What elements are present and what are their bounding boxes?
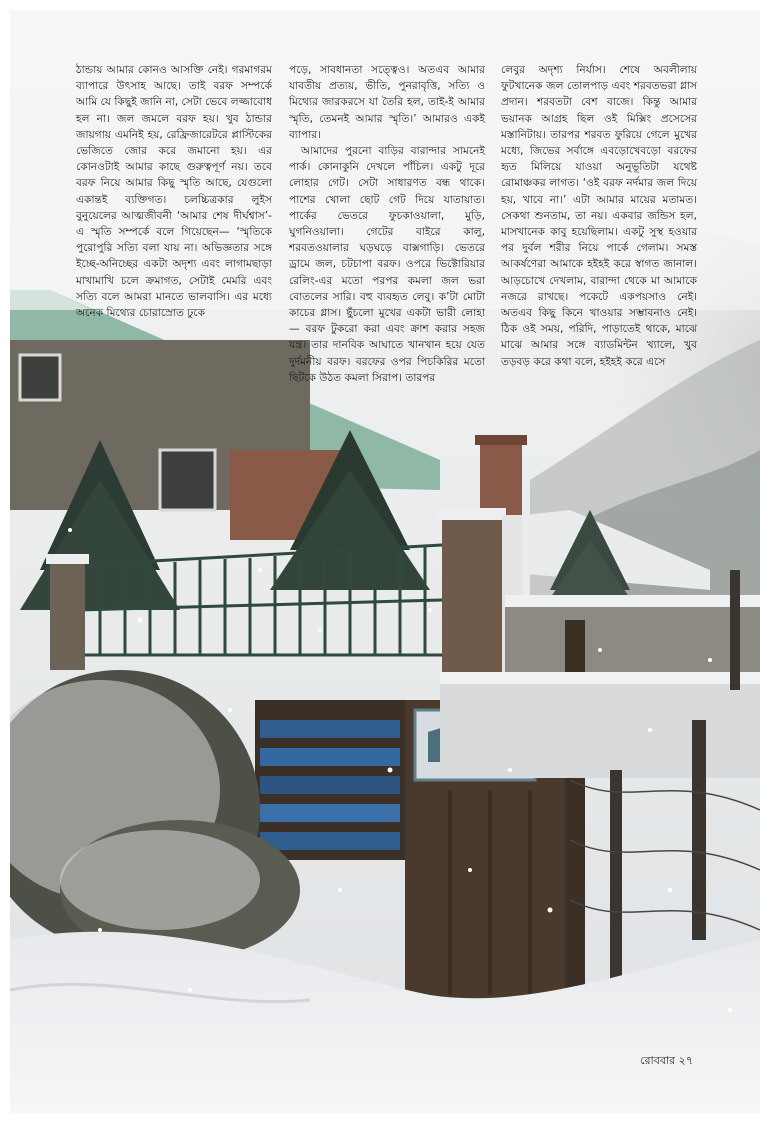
house-window <box>160 450 215 510</box>
article-text <box>76 62 706 422</box>
page-folio: রোববার ২৭ <box>640 1054 693 1067</box>
paragraph: লেবুর অদৃশ্য নির্যাস। শেষে অবলীলায় ফুটখানেক জল তোলপাড় এবং শরবতভরা গ্লাস প্রদান। শরবতটা বেশ বাজে। কিন্তু আমার ভয়ানক আগ্রহ ছিল ওই মিক্সিং প্রসেসের মস্তানিটায়। তারপর শরবত ফুরিয়ে গেলে মুখের মধ্যে, জিভের সর্বাঙ্গে এবড়োখেবড়ো বরফের হৃত মিলিয়ে যাওয়া অনুভূতিটা যথেষ্ট রোমাঞ্চকর লাগত। ‘ওই বরফ নর্দমার জল দিয়ে হয়, খাবে না।’ এটা আমার মায়ের মতামত। সেকথা শুনতাম, তা নয়। একবার জন্ডিস হল, মাসখানেক কাবু হয়েছিলাম। একটু সুস্থ হওয়ার পর দুর্বল শরীর নিয়ে পার্কে গেলাম। সমস্ত আকর্ষণেরা আমাকে হইহই করে স্বাগত জানাল। আড়চোখে দেখলাম, বারান্দা থেকে মা আমাকে নজরে রাখছে। পকেটে একপয়সাও নেই। অতএব কিছু কিনে খাওয়ার সম্ভাবনাও নেই। ঠিক ওই সময়, পরিদি, পাড়াতেই থাকে, মাঝে মাঝে আমার সঙ্গে ব্যাডমিন্টন খ্যালে, খুব তড়বড় করে কথা বলে, হইহই করে এসে <box>501 64 697 368</box>
paragraph: আমাদের পুরনো বাড়ির বারান্দার সামনেই পার্ক। কোনাকুনি দেখলে পাঁচিল। একটু দূরে লোহার গেট। সেটা সাধারণত বন্ধ থাকে। পাশের খোলা ছোট গেট দিয়ে যাতায়াত। পার্কের ভেতরে ফুচকাওয়ালা, মুড়ি, ঘুগনিওয়ালা। গেটের বাইরে কালু, শরবতওয়ালার ঘড়ঘড়ে বাক্সগাড়ি। ভেতরে ড্রামে জল, চটচাপা বরফ। ওপরে ভিক্টোরিয়ার রেলিং-এর মতো পরপর কমলা জল ভরা বোতলের সারি। বহু ব্যবহৃত লেবু। ক’টা মোটা কাচের গ্লাস। ছুঁচলো মুখের একটা ভারী লোহা— বরফ টুকরো করা এবং ক্রাশ করার সহজ যন্ত্র। তার দানবিক আঘাতে খানখান হয়ে যেত দুর্দমনীয় বরফ। বরফের ওপর পিচকিরির মতো ছিটকে উঠত কমলা সিরাপ। তারপর <box>289 145 485 384</box>
paragraph: ঠান্ডায় আমার কোনও আসক্তি নেই। গরমাগরম ব্যাপারে উৎসাহ আছে। তাই বরফ সম্পর্কে আমি যে কিছুই জানি না, সেটা ভেবে লজ্জাবোধ হল না। জল জমলে বরফ হয়। খুব ঠান্ডার জায়গায় এমনিই হয়, রেফ্রিজারেটরে প্লাস্টিকের ভেজিতে জোর করে জমানো হয়। এর কোনওটাই আমার কাছে গুরুত্বপূর্ণ নয়। তবে বরফ নিয়ে আমার কিছু স্মৃতি আছে, যেগুলো একান্তই ব্যক্তিগত। চলচ্চিত্রকার লুইস বুনুয়েলের আত্মজীবনী ‘আমার শেষ দীর্ঘশ্বাস’-এ স্মৃতি সম্পর্কে বলে গিয়েছেন— ‘স্মৃতিকে পুরোপুরি সত্যি বলা যায় না। অভিজ্ঞতার সঙ্গে ইচ্ছে-অনিচ্ছের একটা অদৃশ্য এবং লাগামছাড়া মাখামাখি চলে ক্রমাগত, সেটাই মেমরি এবং সত্যি বলে আমরা মানতে ভালবাসি। এর মধ্যে অনেক মিথ্যের চোরাস্রোত ঢুকে <box>76 64 273 320</box>
text-column-2 <box>289 62 485 386</box>
paragraph: পড়ে, সাবধানতা সত্ত্বেও। অতএব আমার যাবতীয় প্রত্যয়, ভীতি, পুনরাবৃত্তি, সত্যি ও মিথ্যের জারকরসে যা তৈরি হল, তাই-ই আমার স্মৃতি, তেমনই আমার স্মৃতি।’ আমারও একই ব্যাপার। <box>289 64 485 141</box>
gate-pillar <box>442 515 502 675</box>
text-column-3 <box>501 62 697 370</box>
blue-wood-panel <box>255 700 410 860</box>
stone-wall <box>505 600 760 680</box>
water-tank <box>440 678 760 778</box>
house-window <box>20 355 60 400</box>
left-pillar <box>50 560 85 670</box>
text-column-1 <box>76 62 272 321</box>
